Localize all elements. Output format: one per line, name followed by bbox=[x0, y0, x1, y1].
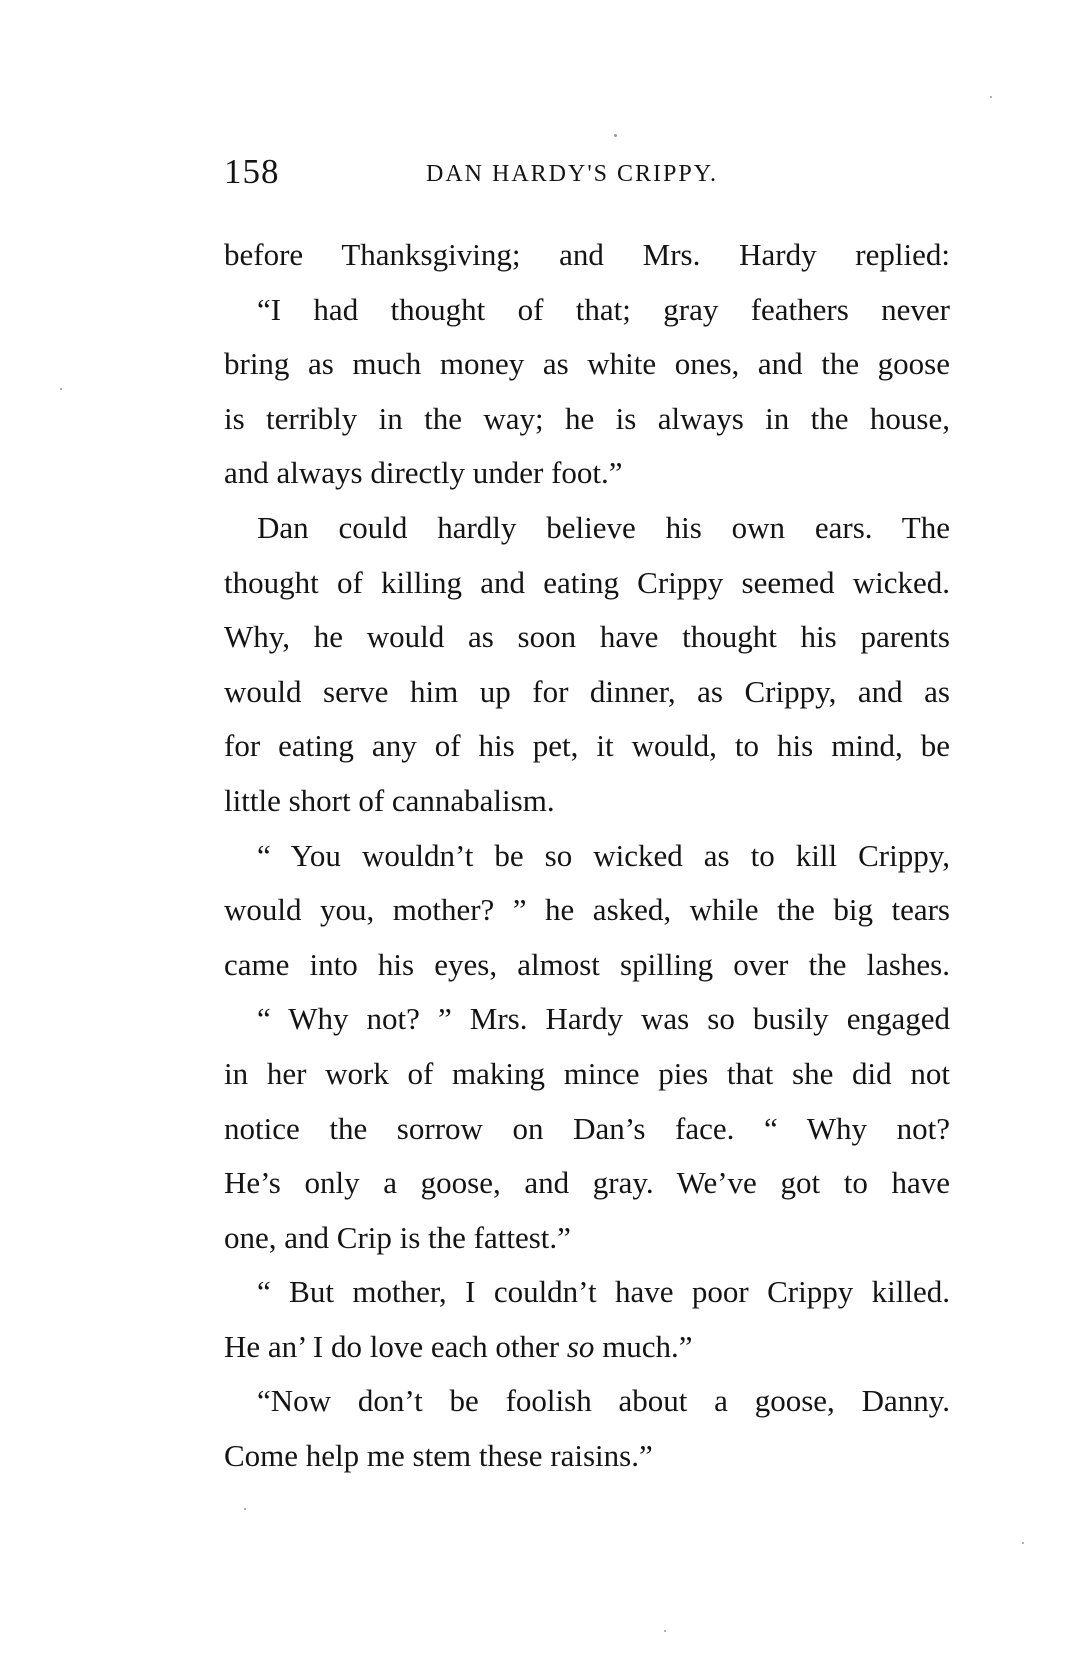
text-line: Come help me stem these raisins.” bbox=[224, 1438, 653, 1474]
body-text bbox=[224, 228, 950, 1484]
text-line: little short of cannabalism. bbox=[224, 782, 555, 818]
paper-speck bbox=[614, 134, 617, 137]
text-run: much.” bbox=[594, 1328, 693, 1364]
text-line: and always directly under foot.” bbox=[224, 455, 623, 491]
text-line bbox=[224, 1320, 950, 1375]
paper-speck bbox=[990, 96, 992, 98]
running-title: DAN HARDY'S CRIPPY. bbox=[426, 161, 718, 187]
text-line: notice the sorrow on Dan’s face. “ Why not? bbox=[224, 1110, 950, 1146]
text-line: is terribly in the way; he is always in the house, bbox=[224, 400, 950, 436]
text-line: “ But mother, I couldn’t have poor Crippy killed. bbox=[257, 1274, 950, 1310]
emphasis-text: so bbox=[566, 1328, 595, 1364]
text-line: in her work of making mince pies that she did not bbox=[224, 1055, 950, 1091]
text-line: before Thanksgiving; and Mrs. Hardy replied: bbox=[224, 237, 950, 272]
paper-speck bbox=[244, 1508, 246, 1510]
text-line: would you, mother? ” he asked, while the big tears bbox=[224, 892, 950, 928]
running-head bbox=[224, 150, 950, 194]
text-run: He an’ I do love each other bbox=[224, 1328, 567, 1364]
text-line: thought of killing and eating Crippy seemed wicked. bbox=[224, 564, 950, 600]
text-line: Dan could hardly believe his own ears. The bbox=[257, 509, 950, 545]
text-line: “I had thought of that; gray feathers never bbox=[257, 291, 950, 327]
paper-speck bbox=[1022, 1542, 1024, 1544]
text-line: one, and Crip is the fattest.” bbox=[224, 1219, 571, 1255]
paper-speck bbox=[664, 1630, 666, 1632]
text-line: came into his eyes, almost spilling over the lashes. bbox=[224, 946, 950, 982]
text-line: would serve him up for dinner, as Crippy, and as bbox=[224, 673, 950, 709]
text-line: Why, he would as soon have thought his parents bbox=[224, 619, 950, 655]
page-number: 158 bbox=[224, 152, 280, 191]
text-line: for eating any of his pet, it would, to his mind, be bbox=[224, 728, 950, 764]
text-line: “ Why not? ” Mrs. Hardy was so busily engaged bbox=[257, 1001, 950, 1037]
text-line: bring as much money as white ones, and the goose bbox=[224, 346, 950, 382]
text-line: “ You wouldn’t be so wicked as to kill Crippy, bbox=[257, 837, 950, 873]
text-line: He’s only a goose, and gray. We’ve got to have bbox=[224, 1165, 950, 1201]
text-line: “Now don’t be foolish about a goose, Danny. bbox=[257, 1383, 950, 1419]
paper-speck bbox=[60, 388, 62, 390]
